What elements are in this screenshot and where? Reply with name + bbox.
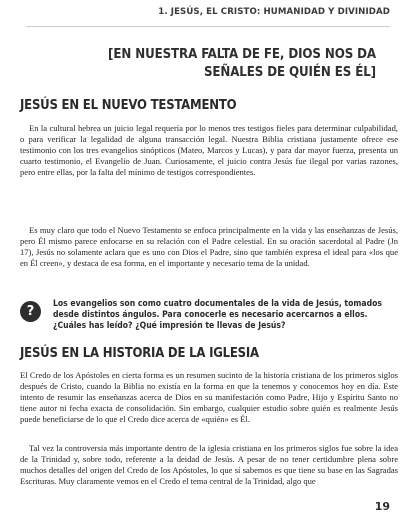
question-icon: ?: [20, 301, 41, 322]
pull-quote-text: EN NUESTRA FALTA DE FE, DIOS NOS DA SEÑALES DE QUIÉN ES ÉL: [113, 47, 376, 80]
paragraph-enfoque: Es muy claro que todo el Nuevo Testamento se enfoca principalmente en la vida y las enseñanzas de Jesús, pero Él mismo parece enfocarse en su relación con el Padre celestial. En su oración sacerdotal al Padre (Jn 17), Jesús no solamente aclara que es uno con Dios el Padre, sino que también expresa el ideal para «los que en Él creen», y destaca de esa forma, en el importante y necesario tema de la unidad.: [20, 225, 398, 268]
page-number: 19: [374, 500, 390, 513]
header-rule: [26, 26, 390, 27]
paragraph-testigos: En la cultural hebrea un juicio legal requería por lo menos tres testigos fieles para determinar culpabilidad, o para verificar la legalidad de alguna transacción legal. Nuestra Biblia cristiana justamente ofrece ese testimonio con los tres evangelios sinópticos (Mateo, Marcos y Lucas), y para dar mayor fuerza, presenta un cuarto testimonio, el Evangelio de Juan. Curiosamente, el juicio contra Jesús fue ilegal por varias razones, pero entre ellas, por la falta del mínimo de testigos correspondientes.: [20, 123, 398, 177]
callout-text: Los evangelios son como cuatro documentales de la vida de Jesús, tomados desde distintos ángulos. Para conocerle es necesario acercarnos a ellos. ¿Cuáles has leído? ¿Qué impresión te llevas de Jesús?: [53, 299, 382, 331]
pull-quote: [46, 46, 376, 82]
reflection-callout: [20, 299, 400, 335]
pull-quote-open-bracket: [: [108, 47, 114, 62]
running-head: 1. JESÚS, EL CRISTO: HUMANIDAD Y DIVINIDAD: [158, 7, 390, 17]
pull-quote-close-bracket: ]: [370, 65, 376, 80]
section-title-nuevo-testamento: JESÚS EN EL NUEVO TESTAMENTO: [20, 98, 237, 113]
paragraph-controversia: Tal vez la controversia más importante dentro de la iglesia cristiana en los primeros siglos fue sobre la idea de la Trinidad y, sobre todo, referente a la deidad de Jesús. A pesar de no tener certidumbre plena sobre muchos detalles del origen del Credo de los Apóstoles, lo que sí sabemos es que tiene su base en las Sagradas Escrituras. Muy claramente vemos en el Credo el tema central de la Trinidad, algo que: [20, 443, 398, 486]
section-title-historia-iglesia: JESÚS EN LA HISTORIA DE LA IGLESIA: [20, 346, 259, 361]
paragraph-credo: El Credo de los Apóstoles en cierta forma es un resumen sucinto de la historia cristiana de los primeros siglos después de Cristo, cuando la Biblia no existía en la forma en que la tenemos y conocemos hoy en día. Este intento de resumir las enseñanzas acerca de Dios en su manifestación como Padre, Hijo y Espíritu Santo no tiene autor ni fecha exacta de consolidación. Sin embargo, cualquier estudio sobre quién es realmente Jesús puede beneficiarse de lo que el Credo dice acerca de «quién» es Él.: [20, 370, 398, 424]
